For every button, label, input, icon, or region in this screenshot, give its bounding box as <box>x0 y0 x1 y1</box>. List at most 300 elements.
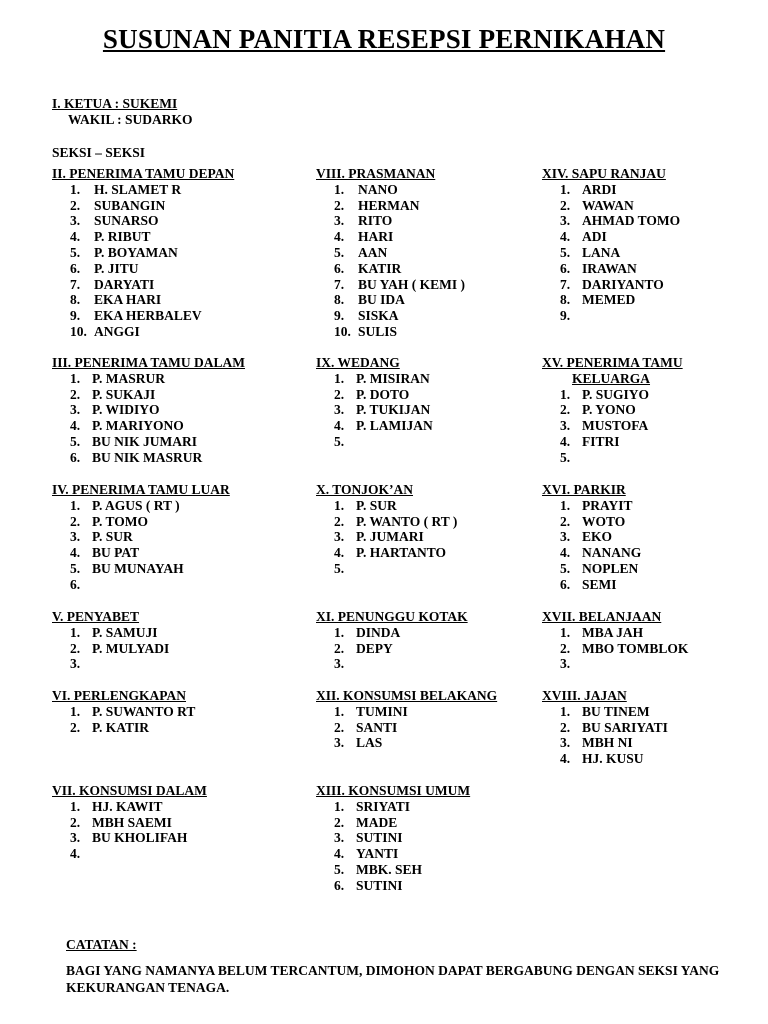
list-item <box>542 387 683 403</box>
list-item-number: 8. <box>560 292 571 308</box>
wakil-line: WAKIL : SUDARKO <box>68 112 193 127</box>
list-item-name: P. KATIR <box>92 719 150 735</box>
list-item-name: FITRI <box>582 433 620 449</box>
list-item <box>316 229 465 245</box>
list-item-name: P. RIBUT <box>94 229 151 245</box>
list-item-name: NANANG <box>582 545 642 561</box>
seksi-label: SEKSI – SEKSI <box>52 145 146 160</box>
list-item-name: DARYATI <box>94 276 155 292</box>
list-item-number: 2. <box>70 197 81 213</box>
list-item-number: 10. <box>334 323 351 339</box>
list-item-number: 4. <box>334 418 345 434</box>
list-item-number: 4. <box>70 846 81 862</box>
list-item <box>52 815 207 831</box>
list-item-number: 6. <box>560 260 571 276</box>
list-item-name: WOTO <box>582 513 626 529</box>
list-item <box>316 292 465 308</box>
list-item <box>316 830 470 846</box>
list-item-number: 3. <box>560 213 571 229</box>
list-item <box>52 402 245 418</box>
list-item-number: 6. <box>560 576 571 592</box>
list-item-name: HJ. KAWIT <box>92 798 163 814</box>
list-item-number: 5. <box>70 433 81 449</box>
list-item <box>316 641 468 657</box>
list-item-number: 1. <box>334 703 345 719</box>
section-penyabet <box>52 609 169 672</box>
list-item <box>52 577 230 593</box>
list-item-number: 2. <box>334 719 345 735</box>
list-item <box>316 182 465 198</box>
list-item-number: 6. <box>334 877 345 893</box>
list-item-number: 7. <box>560 276 571 292</box>
section-heading: VIII. PRASMANAN <box>316 166 436 181</box>
list-item-name: BU IDA <box>358 292 405 308</box>
list-item-number: 2. <box>560 402 571 418</box>
list-item <box>542 402 683 418</box>
list-item-name: P. MISIRAN <box>356 370 430 386</box>
list-item-name: LAS <box>356 735 383 751</box>
list-item-number: 4. <box>560 545 571 561</box>
list-item-number: 3. <box>70 529 81 545</box>
list-item-number: 4. <box>560 751 571 767</box>
list-item-name: WAWAN <box>582 197 634 213</box>
list-item-number: 1. <box>70 624 81 640</box>
list-item-name: P. YONO <box>582 402 636 418</box>
list-item-name: MBH NI <box>582 735 633 751</box>
section-heading: XVIII. JAJAN <box>542 688 627 703</box>
list-item-number: 1. <box>70 181 81 197</box>
list-item <box>52 514 230 530</box>
list-item-number: 1. <box>70 497 81 513</box>
list-item-number: 5. <box>70 244 81 260</box>
list-item-number: 9. <box>70 308 81 324</box>
list-item-number: 6. <box>334 260 345 276</box>
list-item <box>542 418 683 434</box>
list-item-number: 4. <box>334 229 345 245</box>
list-item-name: P. TUKIJAN <box>356 402 431 418</box>
list-item <box>542 514 641 530</box>
list-item-name: IRAWAN <box>582 260 637 276</box>
list-item-number: 1. <box>334 181 345 197</box>
section-heading: XV. PENERIMA TAMU <box>542 355 683 370</box>
list-item-name: DINDA <box>356 624 401 640</box>
list-item <box>52 213 234 229</box>
list-item-number: 1. <box>70 798 81 814</box>
list-item <box>542 720 668 736</box>
list-item-name: SISKA <box>358 308 399 324</box>
list-item <box>542 450 683 466</box>
section-penerima-tamu-keluarga <box>542 355 683 466</box>
list-item-number: 5. <box>70 560 81 576</box>
list-item-name: MBA JAH <box>582 624 644 640</box>
list-item <box>52 308 234 324</box>
list-item-name: ARDI <box>582 181 617 197</box>
list-item-name: SUTINI <box>356 830 403 846</box>
list-item-name: P. MASRUR <box>92 370 166 386</box>
list-item <box>542 292 680 308</box>
list-item-number: 1. <box>560 181 571 197</box>
section-jajan <box>542 688 668 767</box>
list-item-name: P. SUKAJI <box>92 386 156 402</box>
list-item-name: SEMI <box>582 576 617 592</box>
list-item-name: P. SUGIYO <box>582 386 650 402</box>
section-heading: III. PENERIMA TAMU DALAM <box>52 355 246 370</box>
list-item-name: SUBANGIN <box>94 197 166 213</box>
list-item <box>316 720 497 736</box>
section-heading: II. PENERIMA TAMU DEPAN <box>52 166 235 181</box>
list-item <box>542 182 680 198</box>
section-konsumsi-belakang <box>316 688 497 751</box>
list-item-number: 4. <box>70 545 81 561</box>
list-item-name: P. MULYADI <box>92 640 170 656</box>
list-item <box>316 308 465 324</box>
list-item-name: BU PAT <box>92 545 140 561</box>
list-item <box>542 735 668 751</box>
list-item <box>316 434 433 450</box>
list-item-number: 10. <box>70 323 87 339</box>
list-item-name: P. SUR <box>356 497 397 513</box>
list-item-number: 1. <box>560 497 571 513</box>
list-item <box>52 229 234 245</box>
list-item-name: BU KHOLIFAH <box>92 830 188 846</box>
section-heading: XI. PENUNGGU KOTAK <box>316 609 468 624</box>
list-item-number: 5. <box>560 449 571 465</box>
list-item <box>316 815 470 831</box>
list-item <box>52 387 245 403</box>
list-item <box>52 498 230 514</box>
section-penerima-tamu-dalam <box>52 355 245 466</box>
list-item <box>542 625 688 641</box>
list-item <box>316 735 497 751</box>
list-item-number: 3. <box>334 656 345 672</box>
list-item-name: MBK. SEH <box>356 861 423 877</box>
list-item-name: MEMED <box>582 292 636 308</box>
list-item-name: SULIS <box>358 323 398 339</box>
list-item-number: 2. <box>70 386 81 402</box>
list-item-name: SUTINI <box>356 877 403 893</box>
list-item-number: 5. <box>334 560 345 576</box>
list-item-name: MBO TOMBLOK <box>582 640 689 656</box>
list-item-name: P. LAMIJAN <box>356 418 433 434</box>
list-item-number: 4. <box>70 418 81 434</box>
list-item-name: BU TINEM <box>582 703 650 719</box>
list-item-number: 5. <box>334 861 345 877</box>
list-item <box>316 387 433 403</box>
list-item-number: 3. <box>560 656 571 672</box>
list-item <box>542 213 680 229</box>
list-item-name: MUSTOFA <box>582 418 649 434</box>
list-item <box>52 324 234 340</box>
list-item-name: P. MARIYONO <box>92 418 184 434</box>
list-item-number: 4. <box>560 433 571 449</box>
list-item-name: HARI <box>358 229 394 245</box>
list-item <box>542 529 641 545</box>
list-item <box>542 641 688 657</box>
list-item-name: NANO <box>358 181 398 197</box>
list-item <box>316 625 468 641</box>
list-item-number: 3. <box>334 830 345 846</box>
section-heading: VII. KONSUMSI DALAM <box>52 783 207 798</box>
list-item <box>316 198 465 214</box>
list-item-name: P. AGUS ( RT ) <box>92 497 180 513</box>
catatan-text: BAGI YANG NAMANYA BELUM TERCANTUM, DIMOHON DAPAT BERGABUNG DENGAN SEKSI YANG KEKURANGAN TENAGA. <box>66 963 720 995</box>
list-item <box>316 261 465 277</box>
list-item-number: 2. <box>560 640 571 656</box>
section-konsumsi-umum <box>316 783 470 894</box>
list-item-name: BU SARIYATI <box>582 719 668 735</box>
list-item-number: 4. <box>334 846 345 862</box>
list-item-number: 2. <box>560 197 571 213</box>
list-item <box>542 434 683 450</box>
list-item <box>316 245 465 261</box>
list-item-number: 1. <box>560 624 571 640</box>
list-item <box>542 751 668 767</box>
section-prasmanan <box>316 166 465 340</box>
list-item-name: EKA HARI <box>94 292 162 308</box>
list-item <box>316 561 457 577</box>
section-wedang <box>316 355 433 450</box>
list-item <box>52 641 169 657</box>
page-title: SUSUNAN PANITIA RESEPSI PERNIKAHAN <box>102 24 666 54</box>
list-item-number: 2. <box>70 719 81 735</box>
list-item-name: P. SAMUJI <box>92 624 158 640</box>
list-item-number: 3. <box>70 830 81 846</box>
list-item-number: 8. <box>334 292 345 308</box>
section-heading: IX. WEDANG <box>316 355 400 370</box>
list-item <box>52 277 234 293</box>
list-item <box>52 625 169 641</box>
list-item-number: 1. <box>70 370 81 386</box>
list-item <box>316 529 457 545</box>
list-item <box>542 261 680 277</box>
section-heading: X. TONJOK’AN <box>316 482 414 497</box>
list-item-number: 1. <box>560 386 571 402</box>
list-item <box>316 656 468 672</box>
section-heading: V. PENYABET <box>52 609 140 624</box>
list-item <box>52 846 207 862</box>
list-item-name: DEPY <box>356 640 393 656</box>
list-item-name: P. JUMARI <box>356 529 424 545</box>
list-item-number: 3. <box>334 529 345 545</box>
list-item <box>316 846 470 862</box>
list-item <box>542 198 680 214</box>
list-item-number: 5. <box>560 244 571 260</box>
list-item <box>52 434 245 450</box>
list-item-number: 1. <box>560 703 571 719</box>
list-item <box>52 545 230 561</box>
list-item-number: 2. <box>70 814 81 830</box>
list-item-name: SANTI <box>356 719 398 735</box>
list-item-name: SUNARSO <box>94 213 159 229</box>
list-item-number: 3. <box>560 418 571 434</box>
list-item <box>52 245 234 261</box>
list-item <box>52 656 169 672</box>
list-item <box>542 561 641 577</box>
list-item <box>316 418 433 434</box>
list-item <box>52 529 230 545</box>
list-item-name: LANA <box>582 244 621 260</box>
list-item <box>316 277 465 293</box>
list-item <box>52 830 207 846</box>
list-item <box>52 799 207 815</box>
list-item-name: BU YAH ( KEMI ) <box>358 276 466 292</box>
list-item-number: 6. <box>70 576 81 592</box>
list-item-name: RITO <box>358 213 393 229</box>
section-penerima-tamu-luar <box>52 482 230 593</box>
list-item-name: MADE <box>356 814 398 830</box>
list-item-name: NOPLEN <box>582 560 639 576</box>
list-item-number: 2. <box>560 513 571 529</box>
list-item-name: H. SLAMET R <box>94 181 182 197</box>
list-item-name: PRAYIT <box>582 497 633 513</box>
list-item-number: 2. <box>334 640 345 656</box>
list-item-name: ADI <box>582 229 607 245</box>
section-heading: XIV. SAPU RANJAU <box>542 166 666 181</box>
section-belanjaan <box>542 609 688 672</box>
list-item-number: 8. <box>70 292 81 308</box>
list-item <box>52 198 234 214</box>
list-item-number: 2. <box>334 814 345 830</box>
list-item-number: 4. <box>334 545 345 561</box>
list-item-name: AAN <box>358 244 388 260</box>
list-item-number: 3. <box>334 735 345 751</box>
list-item <box>316 324 465 340</box>
section-heading: XII. KONSUMSI BELAKANG <box>316 688 498 703</box>
section-heading-continued: KELUARGA <box>572 370 651 386</box>
list-item-name: P. WIDIYO <box>92 402 160 418</box>
list-item <box>542 308 680 324</box>
list-item <box>316 371 433 387</box>
list-item <box>316 862 470 878</box>
list-item-number: 7. <box>70 276 81 292</box>
list-item-name: SRIYATI <box>356 798 411 814</box>
list-item-name: YANTI <box>356 846 399 862</box>
list-item-name: P. TOMO <box>92 513 149 529</box>
list-item-number: 7. <box>334 276 345 292</box>
list-item-name: P. WANTO ( RT ) <box>356 513 458 529</box>
list-item-name: P. SUWANTO RT <box>92 703 196 719</box>
section-heading: IV. PENERIMA TAMU LUAR <box>52 482 230 497</box>
list-item-name: AHMAD TOMO <box>582 213 681 229</box>
list-item <box>52 292 234 308</box>
list-item <box>316 545 457 561</box>
list-item-name: HJ. KUSU <box>582 751 644 767</box>
section-parkir <box>542 482 641 593</box>
list-item <box>52 704 195 720</box>
list-item <box>316 498 457 514</box>
list-item-name: P. SUR <box>92 529 133 545</box>
list-item-name: EKO <box>582 529 613 545</box>
list-item-number: 3. <box>70 213 81 229</box>
list-item-number: 6. <box>70 260 81 276</box>
list-item-number: 1. <box>334 624 345 640</box>
list-item-name: P. BOYAMAN <box>94 244 178 260</box>
list-item-number: 4. <box>70 229 81 245</box>
list-item-number: 3. <box>334 213 345 229</box>
list-item-number: 9. <box>334 308 345 324</box>
list-item-name: BU NIK MASRUR <box>92 449 203 465</box>
list-item-number: 5. <box>334 433 345 449</box>
list-item <box>316 402 433 418</box>
list-item <box>542 656 688 672</box>
list-item <box>52 720 195 736</box>
list-item <box>542 704 668 720</box>
list-item-name: KATIR <box>358 260 402 276</box>
list-item-name: BU MUNAYAH <box>92 560 184 576</box>
list-item-number: 3. <box>70 656 81 672</box>
list-item <box>316 213 465 229</box>
section-perlengkapan <box>52 688 195 735</box>
section-penunggu-kotak <box>316 609 468 672</box>
list-item-number: 1. <box>334 370 345 386</box>
list-item <box>52 261 234 277</box>
list-item <box>542 545 641 561</box>
list-item-number: 3. <box>334 402 345 418</box>
catatan-label: CATATAN : <box>66 937 137 952</box>
list-item <box>52 182 234 198</box>
list-item-number: 5. <box>560 560 571 576</box>
list-item <box>316 704 497 720</box>
list-item-number: 2. <box>334 513 345 529</box>
list-item-number: 2. <box>334 386 345 402</box>
list-item-number: 2. <box>70 640 81 656</box>
list-item-number: 4. <box>560 229 571 245</box>
list-item-number: 2. <box>70 513 81 529</box>
list-item-number: 1. <box>70 703 81 719</box>
list-item-name: ANGGI <box>94 323 140 339</box>
list-item <box>316 878 470 894</box>
section-penerima-tamu-depan <box>52 166 234 340</box>
list-item-number: 1. <box>334 798 345 814</box>
list-item-name: DARIYANTO <box>582 276 664 292</box>
section-heading: XVI. PARKIR <box>542 482 626 497</box>
list-item <box>52 561 230 577</box>
section-konsumsi-dalam <box>52 783 207 862</box>
list-item <box>542 498 641 514</box>
list-item-name: BU NIK JUMARI <box>92 433 198 449</box>
list-item-name: P. HARTANTO <box>356 545 447 561</box>
list-item-number: 2. <box>334 197 345 213</box>
list-item-number: 1. <box>334 497 345 513</box>
list-item <box>542 229 680 245</box>
list-item <box>52 450 245 466</box>
section-heading: XVII. BELANJAAN <box>542 609 662 624</box>
list-item <box>542 577 641 593</box>
section-sapu-ranjau <box>542 166 680 324</box>
section-heading: VI. PERLENGKAPAN <box>52 688 187 703</box>
list-item-number: 3. <box>70 402 81 418</box>
ketua-line: I. KETUA : SUKEMI <box>52 96 178 111</box>
list-item-number: 9. <box>560 308 571 324</box>
list-item <box>52 371 245 387</box>
list-item-number: 3. <box>560 529 571 545</box>
list-item <box>542 245 680 261</box>
list-item <box>316 799 470 815</box>
list-item-number: 2. <box>560 719 571 735</box>
list-item-name: P. DOTO <box>356 386 410 402</box>
list-item <box>52 418 245 434</box>
list-item-name: P. JITU <box>94 260 139 276</box>
list-item-name: TUMINI <box>356 703 408 719</box>
list-item <box>316 514 457 530</box>
section-heading: XIII. KONSUMSI UMUM <box>316 783 471 798</box>
list-item-name: MBH SAEMI <box>92 814 172 830</box>
list-item-name: EKA HERBALEV <box>94 308 202 324</box>
list-item <box>542 277 680 293</box>
list-item-name: HERMAN <box>358 197 420 213</box>
section-tonjokan <box>316 482 457 577</box>
list-item-number: 6. <box>70 449 81 465</box>
